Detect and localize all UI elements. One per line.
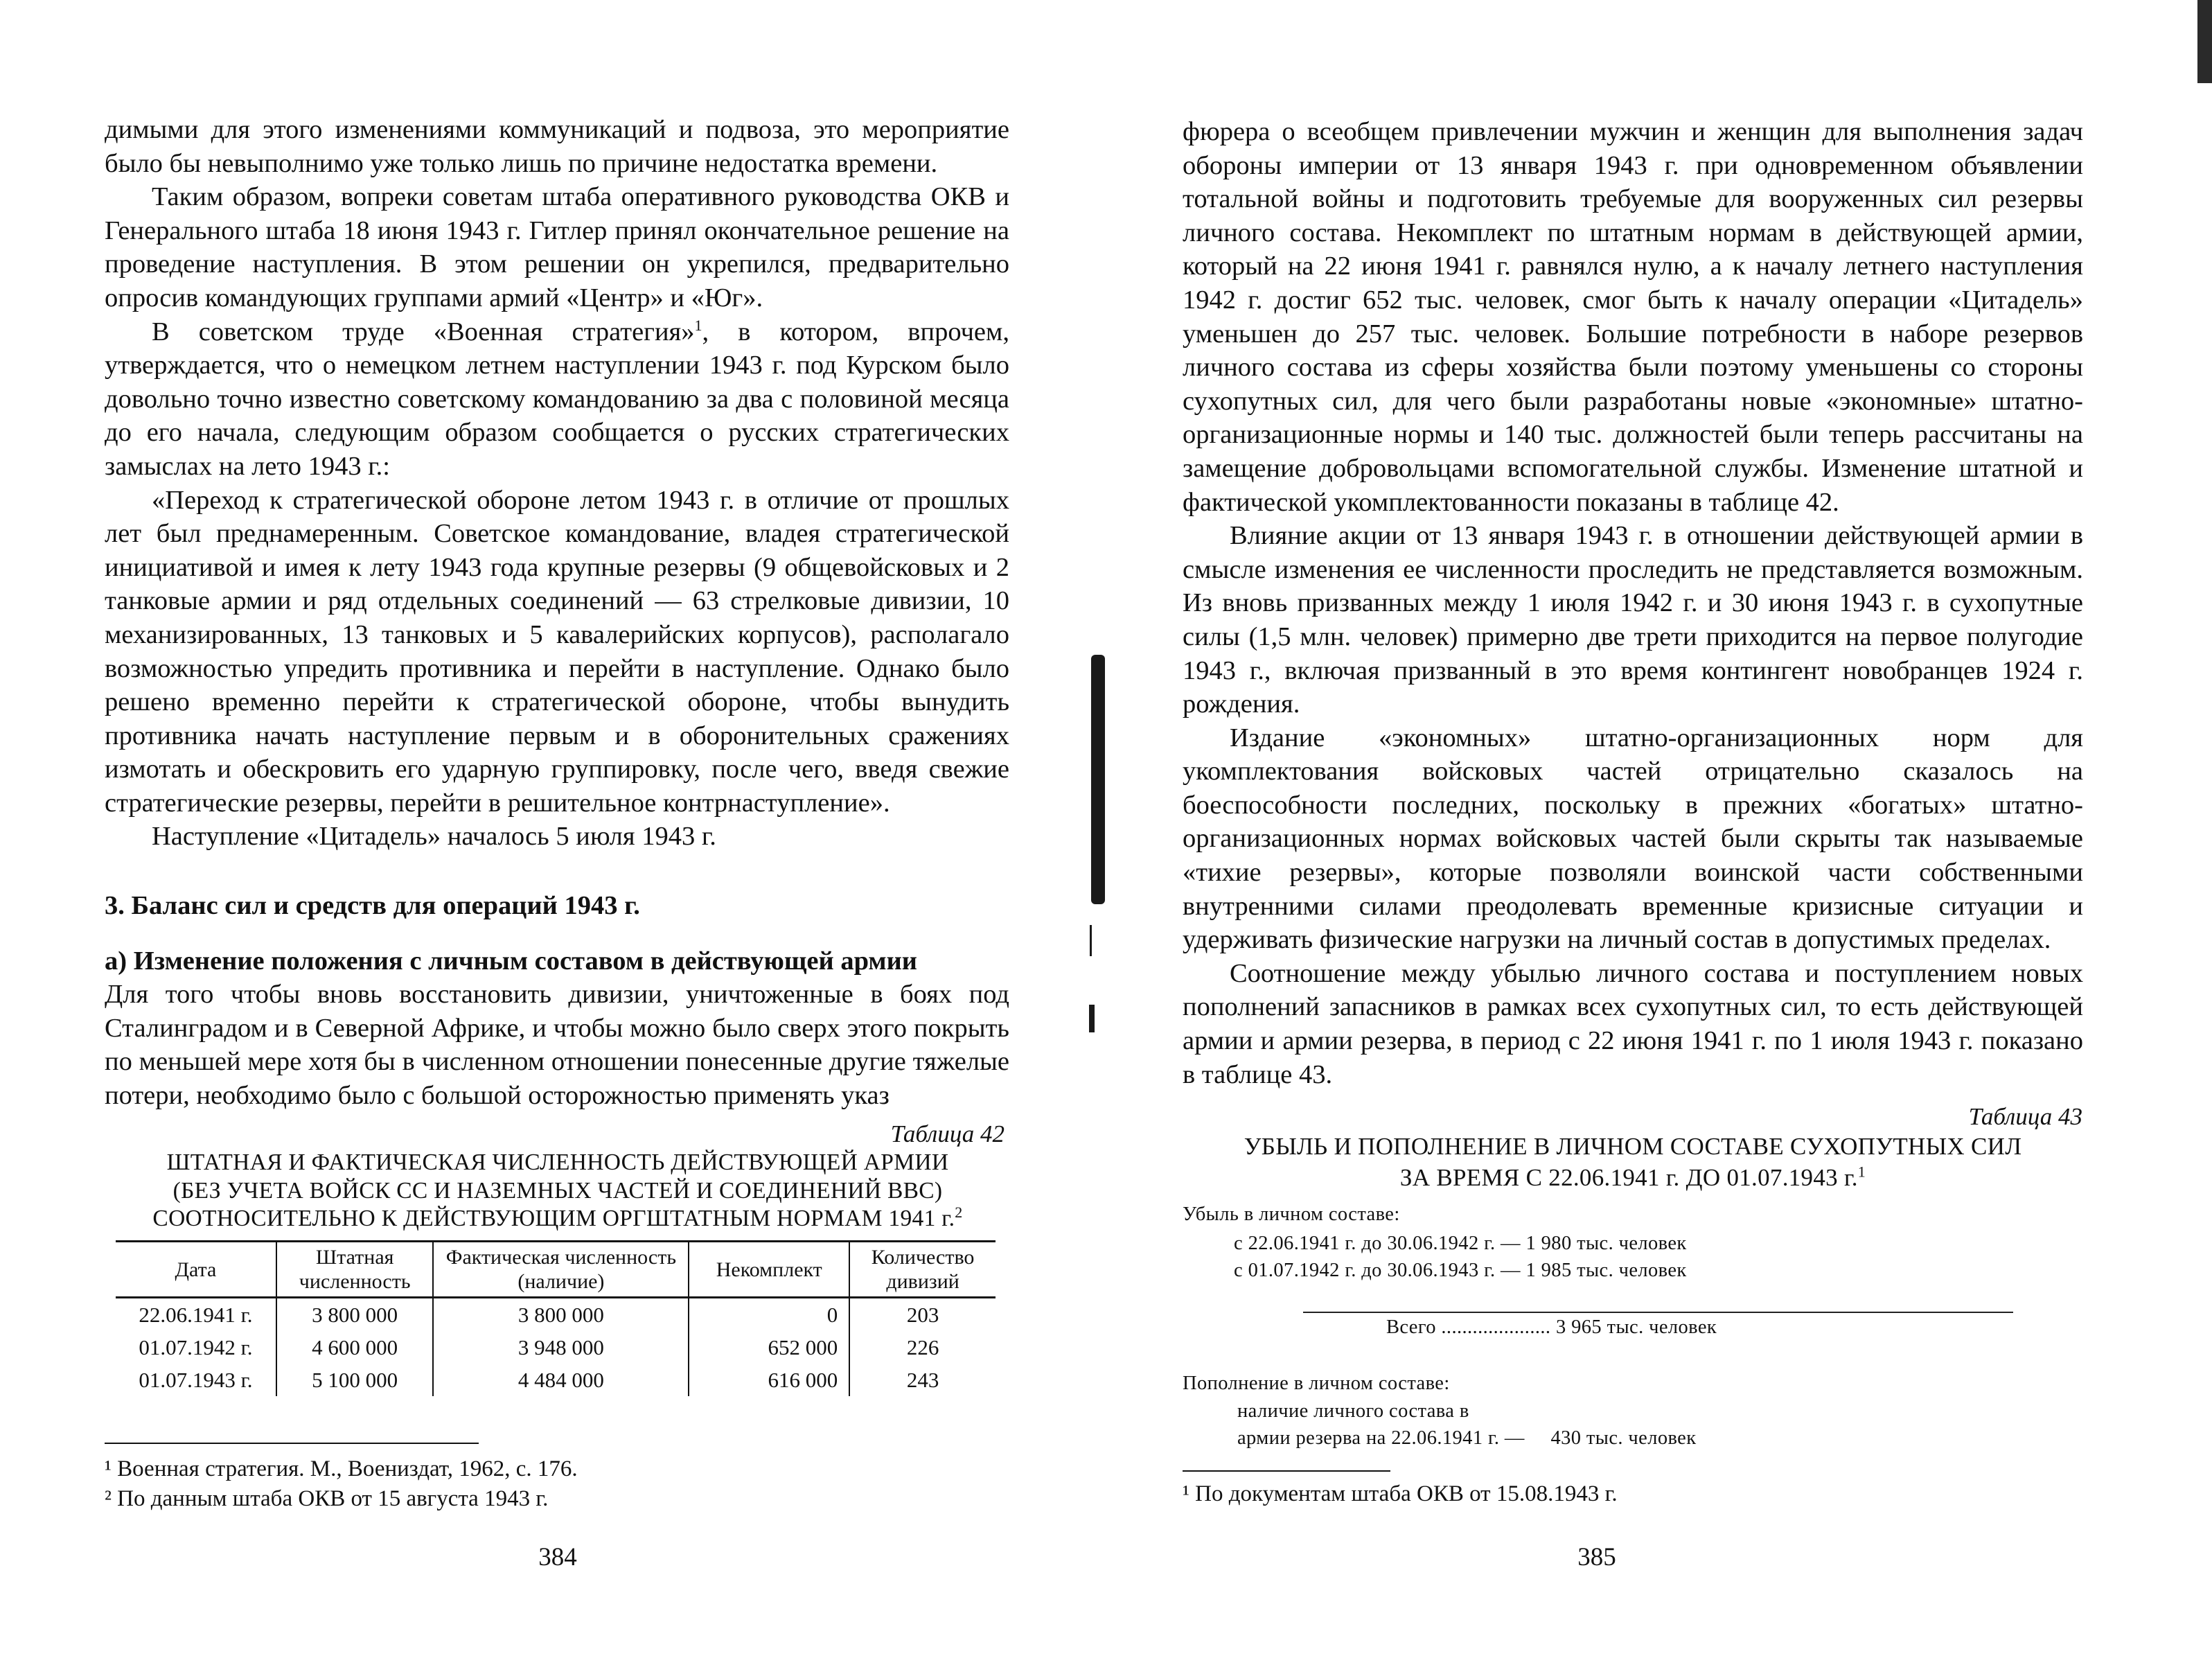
footnote-rule — [1183, 1470, 1390, 1472]
subsection-heading: а) Изменение положения с личным составом в действующей армии — [105, 946, 917, 976]
table-title-text: ЗА ВРЕМЯ С 22.06.1941 г. ДО 01.07.1943 г. — [1399, 1164, 1858, 1191]
replenishment-line: наличие личного состава в — [1237, 1400, 1469, 1422]
table-row — [116, 1298, 996, 1332]
table-header-row — [116, 1242, 996, 1298]
table-title-line: УБЫЛЬ И ПОПОЛНЕНИЕ В ЛИЧНОМ СОСТАВЕ СУХОПУТНЫХ СИЛ — [1244, 1133, 2022, 1160]
table-cell: 652 000 — [689, 1331, 849, 1364]
footnote-ref: 1 — [1857, 1163, 1866, 1181]
paragraph: Влияние акции от 13 января 1943 г. в отношении действующей армии в смысле изменения ее численности проследить не представляется возможным. Из вновь призванных между 1 июля 1942 г. и 30 июня 1943 г. в сухопутные силы (1,5 млн. человек) примерно две трети приходится на первое полугодие 1943 г., включая призванный в это время контингент новобранцев 1924 г. рождения. — [1183, 521, 2083, 719]
right-body-text — [1183, 115, 2083, 1091]
section-heading: 3. Баланс сил и средств для операций 1943 г. — [105, 891, 640, 920]
losses-line: с 01.07.1942 г. до 30.06.1943 г. — 1 985 тыс. человек — [1234, 1260, 1687, 1281]
replenishment-line: армии резерва на 22.06.1941 г. — 430 тыс. человек — [1237, 1427, 1697, 1449]
table-title-line — [118, 1205, 998, 1233]
losses-line: с 22.06.1941 г. до 30.06.1942 г. — 1 980 тыс. человек — [1234, 1233, 1687, 1254]
losses-heading: Убыль в личном составе: — [1183, 1204, 1400, 1225]
footnote: ¹ По документам штаба ОКВ от 15.08.1943 г. — [1183, 1481, 1618, 1506]
table-cell: 243 — [906, 1368, 939, 1392]
table-cell: 5 100 000 — [276, 1364, 434, 1396]
paragraph: Наступление «Цитадель» началось 5 июля 1943 г. — [152, 822, 716, 852]
table-cell: 4 484 000 — [433, 1364, 689, 1396]
table-43-title — [1183, 1131, 2083, 1193]
column-header: Количество дивизий — [871, 1246, 975, 1293]
paragraph: фюрера о всеобщем привлечении мужчин и женщин для выполнения задач обороны империи от 13 января 1943 г. при одновременном объявлении тотальной войны и подготовить требуемые для вооруженных сил резервы личного состава. Некомплект по штатным нормам в действующей армии, который на 22 июня 1941 г. равнялся нулю, а к началу летнего наступления 1942 г. достиг 652 тыс. человек, смог быть к началу операции «Цитадель» уменьшен до 257 тыс. человек. Большие потребности в наборе резервов личного состава из сферы хозяйства были поэтому уменьшены со стороны сухопутных сил, для чего были разработаны новые «экономные» штатно-организационные нормы и 140 тыс. должностей были теперь рассчитаны на замещение добровольцами вспомогательной службы. Изменение штатной и фактической укомплектованности показаны в таблице 42. — [1183, 117, 2083, 517]
paragraph-part: В советском труде «Военная стратегия» — [152, 317, 695, 346]
table-42-title — [118, 1149, 998, 1233]
paragraph: Издание «экономных» штатно-организационных норм для укомплектования войсковых частей отрицательно сказалось на боеспособности последних, поскольку в прежних «богатых» штатно-организационных нормах войсковых частей были скрыты так называемые «тихие резервы», которые позволяли воинской части собственными внутренними силами преодолевать временные кризисные ситуации и удерживать физические нагрузки на личный состав в допустимых пределах. — [1183, 723, 2083, 955]
subsection-text — [105, 978, 1009, 1112]
table-43-label: Таблица 43 — [1968, 1103, 2082, 1130]
paragraph: Для того чтобы вновь восстановить дивизии, уничтоженные в боях под Сталинградом и в Северной Африке, и чтобы можно было сверх этого покрыть по меньшей мере хотя бы в численном отношении понесенные другие тяжелые потери, необходимо было с большой осторожностью применять указ — [105, 980, 1009, 1110]
footnote: ² По данным штаба ОКВ от 15 августа 1943 г. — [105, 1486, 549, 1511]
footnote-ref: 2 — [955, 1203, 963, 1221]
table-row — [116, 1331, 996, 1364]
paragraph-part: , в котором, впрочем, утверждается, что о немецком летнем наступлении 1943 г. под Курском было довольно точно известно советскому командованию за два с половиной месяца до его начала, следующим образом сообщается о русских стратегических замыслах на лето 1943 г.: — [105, 317, 1010, 481]
paragraph: димыми для этого изменениями коммуникаций и подвоза, это мероприятие было бы невыполнимо уже только лишь по причине недостатка времени. — [105, 115, 1009, 178]
scan-gutter-shadow — [1091, 655, 1105, 904]
table-cell: 616 000 — [689, 1364, 849, 1396]
footnote-ref: 1 — [694, 316, 702, 334]
table-42 — [116, 1240, 996, 1396]
column-header: Фактическая численность (наличие) — [433, 1242, 689, 1298]
right-page — [1106, 0, 2212, 1674]
footnote: ¹ Военная стратегия. М., Воениздат, 1962, с. 176. — [105, 1456, 578, 1481]
table-cell: 01.07.1942 г. — [116, 1331, 276, 1364]
table-cell: 226 — [906, 1335, 939, 1359]
table-row — [116, 1364, 996, 1396]
replenishment-heading: Пополнение в личном составе: — [1183, 1373, 1450, 1394]
page-number: 384 — [538, 1543, 577, 1571]
table-title-text: СООТНОСИТЕЛЬНО К ДЕЙСТВУЮЩИМ ОРГШТАТНЫМ НОРМАМ 1941 г. — [152, 1206, 955, 1231]
table-42-label: Таблица 42 — [890, 1120, 1005, 1147]
scan-gutter-mark — [1090, 925, 1092, 956]
left-body-text — [105, 113, 1009, 854]
table-cell: 4 600 000 — [276, 1331, 434, 1364]
table-title-line — [1183, 1162, 2083, 1193]
column-header: Дата — [116, 1242, 276, 1298]
footnote-rule — [105, 1443, 479, 1444]
column-header: Штатная численность — [276, 1242, 434, 1298]
table-cell: 22.06.1941 г. — [116, 1298, 276, 1332]
table-title-line: (БЕЗ УЧЕТА ВОЙСК СС И НАЗЕМНЫХ ЧАСТЕЙ И СОЕДИНЕНИЙ ВВС) — [172, 1177, 943, 1204]
losses-total: Всего ..................... 3 965 тыс. человек — [1386, 1316, 1717, 1338]
quote-paragraph: «Переход к стратегической обороне летом 1943 г. в отличие от прошлых лет был преднамеренным. Советское командование, владея стратегической инициативой и имея к лету 1943 года крупные резервы (9 общевойсковых и 2 танковые армии и ряд отдельных соединений — 63 стрелковые дивизии, 10 механизированных, 13 танковых и 5 кавалерийских корпусов), располагало возможностью упредить противника и перейти в наступление. Однако было решено временно перейти к стратегической обороне, чтобы вынудить противника начать наступление первым и в оборонительных сражениях измотать и обескровить его ударную группировку, после чего, введя свежие стратегические резервы, перейти в решительное контрнаступление». — [105, 485, 1009, 818]
paragraph — [105, 315, 1009, 484]
page-number: 385 — [1577, 1543, 1616, 1571]
table-cell: 01.07.1943 г. — [116, 1364, 276, 1396]
paragraph: Таким образом, вопреки советам штаба оперативного руководства ОКВ и Генерального штаба 18 июня 1943 г. Гитлер принял окончательное решение на проведение наступления. В этом решении он укрепился, предварительно опросив командующих группами армий «Центр» и «Юг». — [105, 182, 1009, 312]
table-cell: 3 800 000 — [433, 1298, 689, 1332]
table-cell: 0 — [689, 1298, 849, 1332]
scan-gutter-mark — [1089, 1005, 1095, 1032]
paragraph: Соотношение между убылью личного состава и поступлением новых пополнений запасников в рамках всех сухопутных сил, то есть действующей армии и армии резерва, в период с 22 июня 1941 г. по 1 июля 1943 г. показано в таблице 43. — [1183, 958, 2083, 1089]
column-header: Некомплект — [689, 1242, 849, 1298]
table-cell: 3 948 000 — [433, 1331, 689, 1364]
table-cell: 3 800 000 — [276, 1298, 434, 1332]
table-cell: 203 — [906, 1303, 939, 1327]
table-title-line: ШТАТНАЯ И ФАКТИЧЕСКАЯ ЧИСЛЕННОСТЬ ДЕЙСТВУЮЩЕЙ АРМИИ — [166, 1149, 949, 1175]
